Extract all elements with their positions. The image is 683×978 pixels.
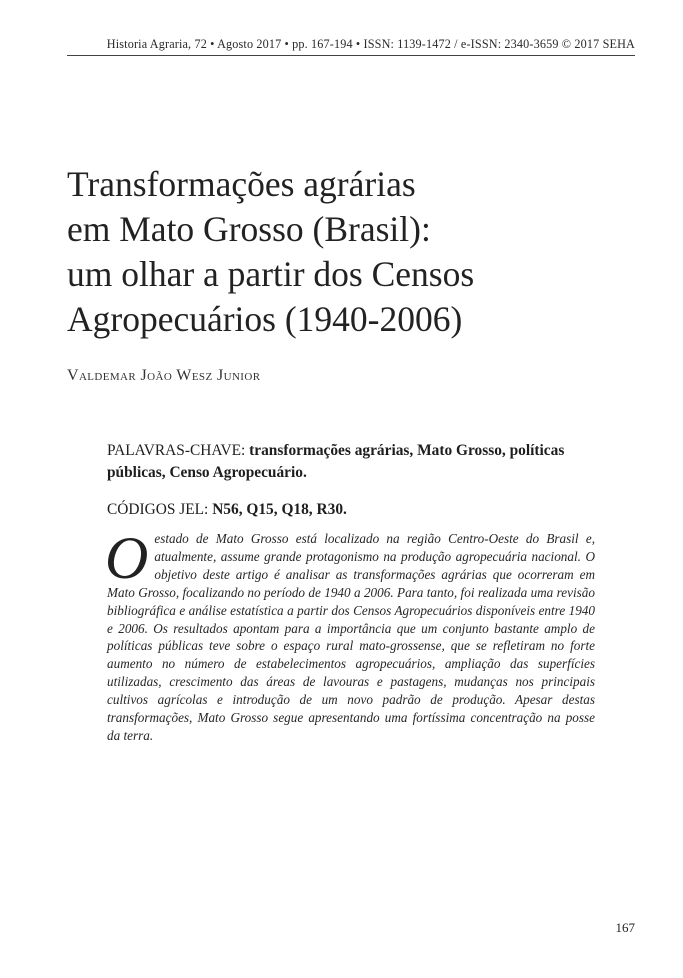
title-line: Agropecuários (1940-2006): [67, 299, 463, 339]
title-line: um olhar a partir dos Censos: [67, 254, 475, 294]
keywords-label: PALAVRAS-CHAVE:: [107, 442, 246, 459]
keywords: [107, 440, 595, 484]
drop-cap: O: [105, 525, 149, 591]
title-line: Transformações agrárias: [67, 164, 416, 204]
article-title: [67, 162, 607, 342]
title-line: em Mato Grosso (Brasil):: [67, 209, 431, 249]
abstract-text: [105, 525, 595, 745]
abstract-body: estado de Mato Grosso está localizado na região Centro-Oeste do Brasil e, atualmente, assume grande protagonismo na produção agropecuária nacional. O objetivo deste artigo é analisar as transformações agrárias que ocorreram em Mato Grosso, focalizando no período de 1940 a 2006. Para tanto, foi realizada uma revisão bibliográfica e análise estatística a partir dos Censos Agropecuários disponíveis entre 1940 e 2006. Os resultados apontam para a importância que um conjunto bastante amplo de políticas públicas teve sobre o espaço rural mato-grossense, que se refletiram no forte aumento no número de estabelecimentos agropecuários, ampliação das superfícies utilizadas, crescimento das áreas de lavouras e pastagens, mudanças nos principais cultivos agrícolas e introdução de um novo padrão de produção. Apesar destas transformações, Mato Grosso segue apresentando uma fortíssima concentração na posse da terra.: [107, 531, 595, 743]
jel-label: CÓDIGOS JEL:: [107, 501, 209, 518]
running-head: Historia Agraria, 72 • Agosto 2017 • pp. 167-194 • ISSN: 1139-1472 / e-ISSN: 2340-3659 © 2017 SEHA: [106, 37, 635, 51]
jel-value: N56, Q15, Q18, R30.: [212, 501, 347, 518]
page-number: 167: [615, 920, 635, 935]
author-name: Valdemar João Wesz Junior: [67, 367, 261, 384]
header-rule: [67, 55, 635, 56]
jel-codes: [107, 500, 595, 520]
keywords-value: transformações agrárias, Mato Grosso, políticas públicas, Censo Agropecuário.: [107, 442, 565, 481]
